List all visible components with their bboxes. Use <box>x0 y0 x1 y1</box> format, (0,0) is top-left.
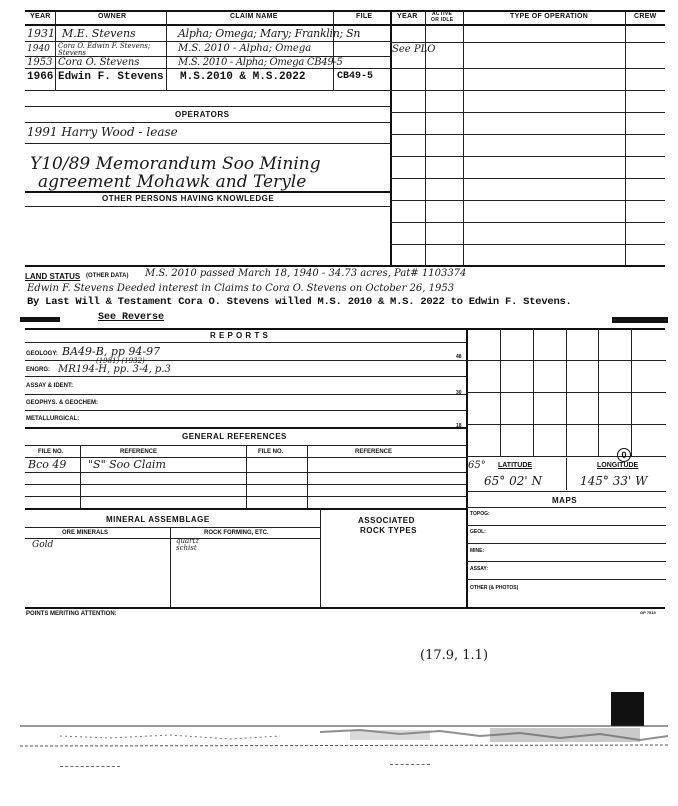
engrg-value: MR194-H, pp. 3-4, p.3 <box>58 364 171 375</box>
land-status-hand-1: M.S. 2010 passed March 18, 1940 - 34.73 acres, Pat# 1103374 <box>145 268 467 279</box>
rock-types-title: ROCK TYPES <box>360 526 418 535</box>
longitude-label: LONGITUDE <box>597 462 639 469</box>
report-num-48: 48 <box>456 354 462 360</box>
operators-line-2: Y10/89 Memorandum Soo Mining <box>30 154 321 174</box>
header-type-of-operation: TYPE OF OPERATION <box>510 13 589 20</box>
operators-title: OPERATORS <box>175 110 230 119</box>
owner-row-4-file: CB49-5 <box>337 71 374 82</box>
circled-mark: 0 <box>617 448 631 462</box>
header-claim-name: CLAIM NAME <box>230 13 278 20</box>
rock-forming-label: ROCK FORMING, ETC. <box>204 530 269 536</box>
owner-row-1-year: 1931 <box>27 27 55 40</box>
bottom-note: (17.9, 1.1) <box>420 648 489 663</box>
owner-row-2-claim: M.S. 2010 - Alpha; Omega <box>178 43 312 54</box>
see-reverse: See Reverse <box>98 312 165 323</box>
longitude-value: 145° 33' W <box>580 474 648 488</box>
latitude-value: 65° 02' N <box>484 474 542 488</box>
mineral-assemblage-title: MINERAL ASSEMBLAGE <box>106 515 210 524</box>
latitude-label: LATITUDE <box>498 462 533 469</box>
operators-line-3: agreement Mohawk and Teryle <box>38 172 307 192</box>
general-refs-reference-1: REFERENCE <box>120 449 158 455</box>
owner-row-4-claim: M.S.2010 & M.S.2022 <box>180 71 306 83</box>
maps-row-other: OTHER (& PHOTOS) <box>470 585 519 591</box>
maps-label: MAPS <box>552 496 578 505</box>
maps-row-topog: TOPOG: <box>470 511 490 517</box>
owner-row-4-owner: Edwin F. Stevens <box>58 71 164 83</box>
report-num-18: 18 <box>456 423 462 429</box>
maps-row-mine: MINE: <box>470 548 485 554</box>
general-references-title: GENERAL REFERENCES <box>182 432 287 441</box>
header-or-idle: OR IDLE <box>431 17 454 23</box>
metallurgical-label: METALLURGICAL: <box>26 416 80 422</box>
scan-noise-band <box>20 724 668 748</box>
header-file: FILE <box>356 13 373 20</box>
general-refs-reference-2: REFERENCE <box>355 449 393 455</box>
engrg-label: ENGRG: <box>26 367 50 373</box>
land-status-label: LAND STATUS <box>25 272 81 281</box>
rock-value-2: schist <box>176 544 197 552</box>
maps-row-assay: ASSAY: <box>470 566 489 572</box>
owner-row-2-year: 1940 <box>27 44 50 54</box>
general-refs-file-no-1: FILE NO. <box>38 449 64 455</box>
owner-row-1-owner: M.E. Stevens <box>62 27 136 40</box>
header-year: YEAR <box>30 13 51 20</box>
geology-label: GEOLOGY: <box>26 351 58 357</box>
owner-row-2-file: See PLO <box>392 44 436 55</box>
owner-row-3-claim: M.S. 2010 - Alpha; Omega CB49-5 <box>178 57 343 68</box>
general-refs-row-1-file: Bco 49 <box>28 458 67 471</box>
land-status-sub: (OTHER DATA) <box>86 273 129 279</box>
latitude-prefix: 65° <box>468 460 486 471</box>
maps-row-geol: GEOL: <box>470 529 486 535</box>
land-status-typed: By Last Will & Testament Cora O. Stevens willed M.S. 2010 & M.S. 2022 to Edwin F. Stevens. <box>27 296 572 308</box>
scan-black-square <box>611 692 644 726</box>
ore-value: Gold <box>32 540 54 550</box>
owner-row-2-owner: Cora O. Edwin F. Stevens; Stevens <box>58 42 151 57</box>
header-crew: CREW <box>634 13 657 20</box>
engrg-years: (1981) (1932) <box>96 357 145 365</box>
header-year-2: YEAR <box>397 13 418 20</box>
ore-minerals-label: ORE MINERALS <box>62 530 109 536</box>
reports-title: R E P O R T S <box>210 331 269 340</box>
operators-line-1: 1991 Harry Wood - lease <box>27 125 178 139</box>
owner-row-1-claim: Alpha; Omega; Mary; Franklin; Sn <box>178 27 361 40</box>
general-refs-file-no-2: FILE NO. <box>258 449 284 455</box>
other-persons-title: OTHER PERSONS HAVING KNOWLEDGE <box>102 194 275 203</box>
owner-row-3-year: 1953 <box>27 57 53 68</box>
form-number: GP 7515 <box>640 610 656 615</box>
geology-value: BA49-B, pp 94-97 <box>62 345 161 358</box>
land-status-hand-2: Edwin F. Stevens Deeded interest in Claims to Cora O. Stevens on October 26, 1953 <box>27 283 455 294</box>
header-owner: OWNER <box>98 13 127 20</box>
associated-title: ASSOCIATED <box>358 516 415 525</box>
geophys-label: GEOPHYS. & GEOCHEM: <box>26 400 99 406</box>
owner-row-4-year: 1966 <box>27 71 54 83</box>
rock-value-1: quartz <box>176 537 200 545</box>
report-num-30: 30 <box>456 390 462 396</box>
points-meriting-attention-label: POINTS MERITING ATTENTION: <box>26 611 117 617</box>
owner-row-3-owner: Cora O. Stevens <box>58 57 140 68</box>
assay-label: ASSAY & IDENT: <box>26 383 74 389</box>
general-refs-row-1-ref: "S" Soo Claim <box>88 458 166 471</box>
header-active: ACTIVE <box>432 11 453 17</box>
